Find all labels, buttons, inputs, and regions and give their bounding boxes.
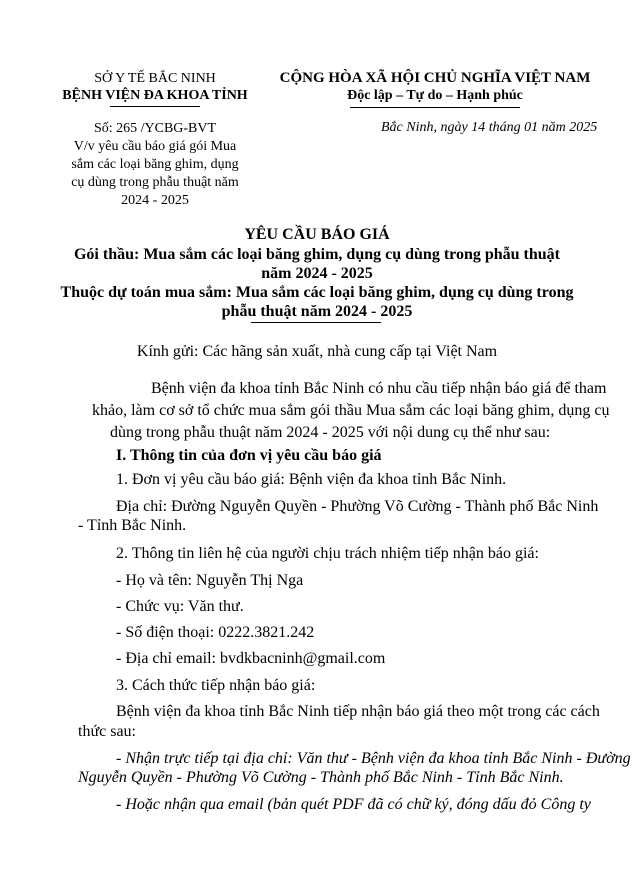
intro-line-2: khảo, làm cơ sở tổ chức mua sắm gói thầu Mua sắm các loại băng ghim, dụng cụ [92,402,610,419]
place-date: Bắc Ninh, ngày 14 tháng 01 năm 2025 [381,120,598,135]
direct-delivery-line-2: Nguyễn Quyền - Phường Võ Cường - Thành phố Bắc Ninh - Tỉnh Bắc Ninh. [78,769,564,786]
contact-phone: - Số điện thoại: 0222.3821.242 [116,624,315,641]
contact-name: - Họ và tên: Nguyễn Thị Nga [116,572,304,589]
national-motto: Độc lập – Tự do – Hạnh phúc [347,88,523,103]
subject-line-4: 2024 - 2025 [121,193,189,208]
section-1-heading: I. Thông tin của đơn vị yêu cầu báo giá [116,447,382,464]
subject-line-3: cụ dùng trong phẫu thuật năm [71,175,239,190]
direct-delivery-line-1: - Nhận trực tiếp tại địa chỉ: Văn thư - Bệnh viện đa khoa tỉnh Bắc Ninh - Đường [116,750,631,767]
page-title: YÊU CẦU BÁO GIÁ [244,226,390,243]
contact-position: - Chức vụ: Văn thư. [116,598,244,615]
hospital-name: BỆNH VIỆN ĐA KHOA TỈNH [62,88,248,103]
department-name: SỞ Y TẾ BẮC NINH [94,71,216,86]
subject-line-2: sắm các loại băng ghim, dụng [71,157,239,172]
document-number: Số: 265 /YCBG-BVT [93,121,217,136]
greeting: Kính gửi: Các hãng sản xuất, nhà cung cấp tại Việt Nam [136,343,498,360]
motto-underline [350,107,520,108]
intro-line-1: Bệnh viện đa khoa tỉnh Bắc Ninh có nhu cầu tiếp nhận báo giá để tham [151,380,607,397]
method-intro-line-2: thức sau: [78,723,136,740]
budget-line-1: Thuộc dự toán mua sắm: Mua sắm các loại băng ghim, dụng cụ dùng trong [60,284,574,301]
method-heading: 3. Cách thức tiếp nhận báo giá: [116,677,316,694]
contact-heading: 2. Thông tin liên hệ của người chịu trách nhiệm tiếp nhận báo giá: [116,545,539,562]
subject-line-1: V/v yêu cầu báo giá gói Mua [73,139,237,154]
method-intro-line-1: Bệnh viện đa khoa tỉnh Bắc Ninh tiếp nhận báo giá theo một trong các cách [116,703,600,720]
address-line-2: - Tỉnh Bắc Ninh. [78,517,187,534]
nation-name: CỘNG HÒA XÃ HỘI CHỦ NGHĨA VIỆT NAM [279,70,591,86]
package-line-1: Gói thầu: Mua sắm các loại băng ghim, dụng cụ dùng trong phẫu thuật [73,246,561,263]
intro-line-3: dùng trong phẫu thuật năm 2024 - 2025 với nội dung cụ thể như sau: [110,424,551,441]
budget-line-2: phẫu thuật năm 2024 - 2025 [221,303,413,320]
email-delivery-line-1: - Hoặc nhận qua email (bản quét PDF đã có chữ ký, đóng dấu đỏ Công ty [116,796,591,813]
hospital-underline [110,106,200,107]
title-underline [251,322,381,323]
address-line-1: Địa chỉ: Đường Nguyễn Quyền - Phường Võ Cường - Thành phố Bắc Ninh [116,498,599,515]
contact-email: - Địa chỉ email: bvdkbacninh@gmail.com [116,650,386,667]
requesting-unit: 1. Đơn vị yêu cầu báo giá: Bệnh viện đa khoa tỉnh Bắc Ninh. [116,471,507,488]
package-line-2: năm 2024 - 2025 [261,265,373,282]
